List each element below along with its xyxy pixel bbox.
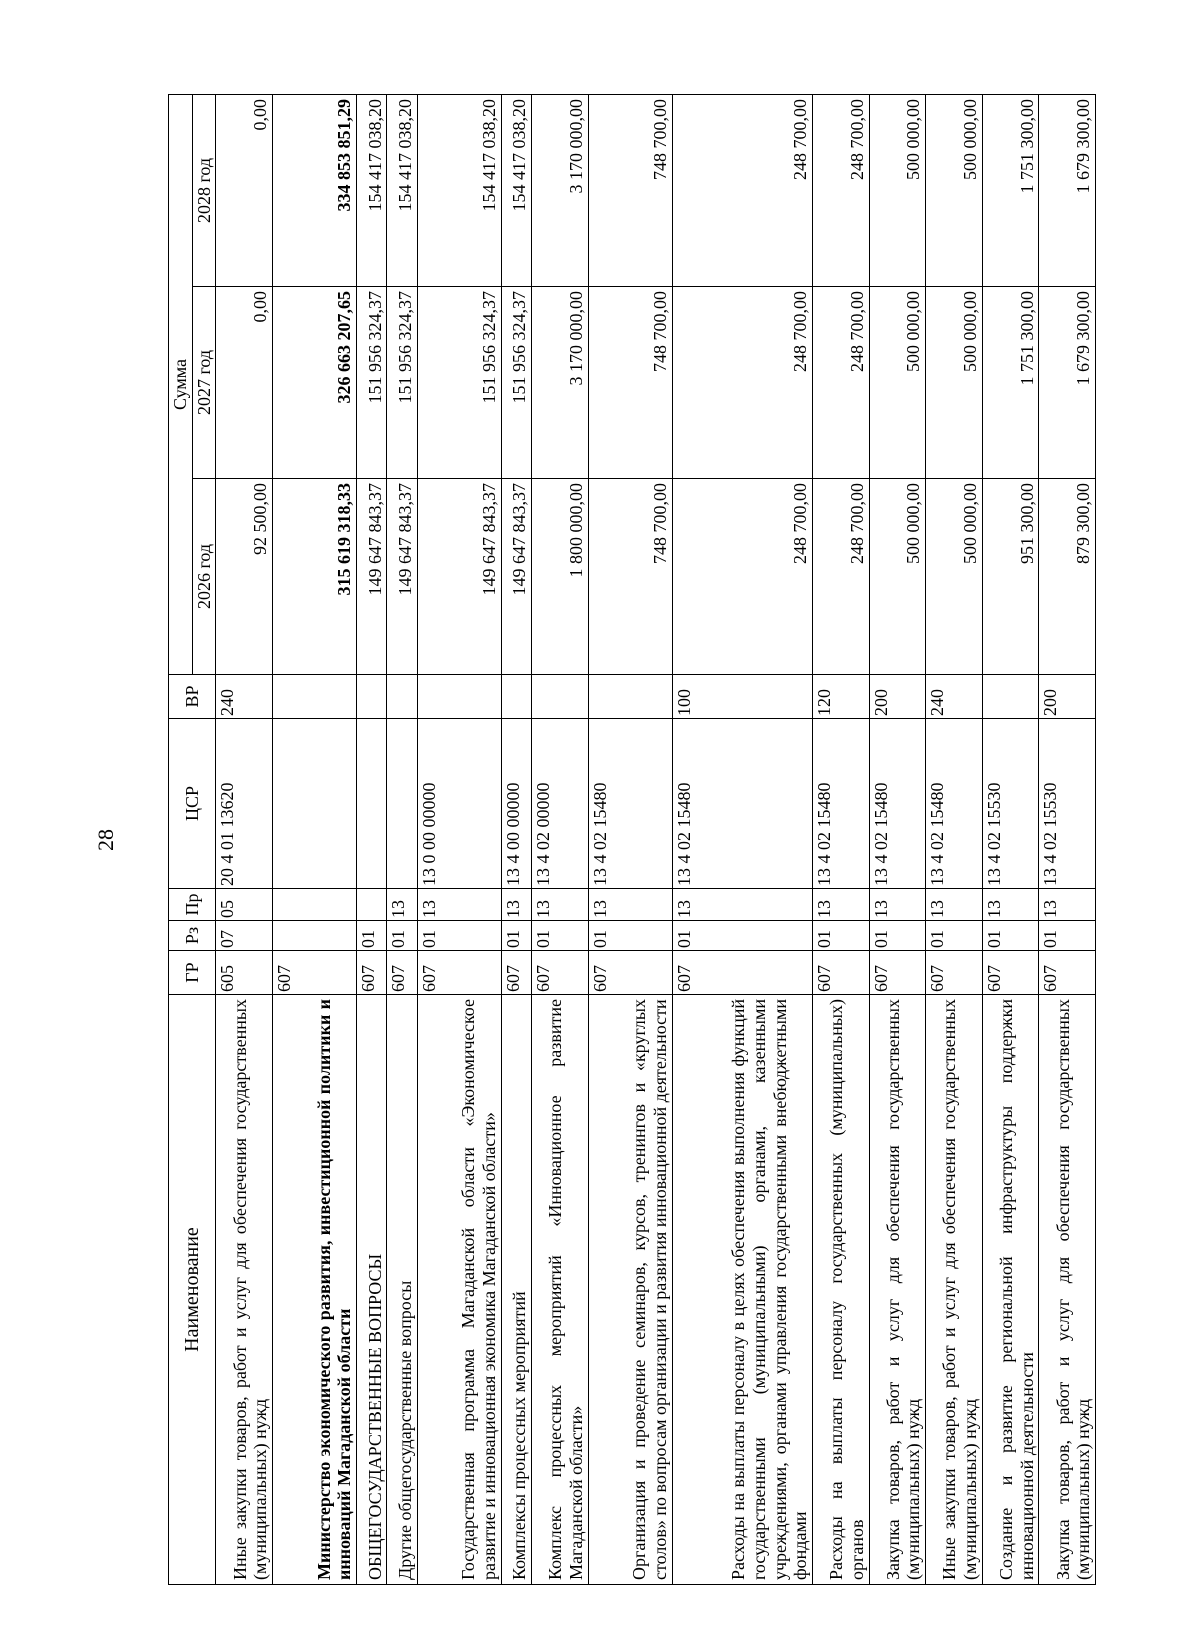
row-csr: 13 4 00 00000 [501,719,531,889]
row-pr: 13 [588,889,672,921]
table-row [982,94,1039,1584]
row-2028: 248 700,00 [672,94,812,286]
header-rz: Рз [169,921,216,951]
row-2026: 149 647 843,37 [501,479,531,675]
row-2026: 248 700,00 [812,479,869,675]
row-pr: 13 [417,889,501,921]
row-2027: 326 663 207,65 [272,287,356,479]
row-2028: 500 000,00 [869,94,926,286]
row-pr: 13 [926,889,983,921]
row-2027: 248 700,00 [672,287,812,479]
row-gr: 607 [1039,951,1096,995]
row-vr: 120 [812,675,869,719]
row-name: Создание и развитие региональной инфраструктуры поддержки инновационной деятельности [982,995,1039,1585]
row-rz: 01 [501,921,531,951]
row-csr: 13 4 02 15480 [812,719,869,889]
row-gr: 607 [926,951,983,995]
row-2026: 748 700,00 [588,479,672,675]
row-pr: 05 [216,889,273,921]
row-vr: 200 [869,675,926,719]
row-2028: 154 417 038,20 [387,94,417,286]
row-vr [588,675,672,719]
row-csr: 13 4 02 15530 [982,719,1039,889]
row-rz: 01 [672,921,812,951]
row-csr: 13 4 02 15480 [588,719,672,889]
row-2028: 154 417 038,20 [357,94,387,286]
row-pr [357,889,387,921]
row-name: Расходы на выплаты персоналу государственных (муниципальных) органов [812,995,869,1585]
row-vr: 240 [926,675,983,719]
row-2026: 315 619 318,33 [272,479,356,675]
row-csr [387,719,417,889]
row-name: Расходы на выплаты персоналу в целях обеспечения выполнения функций государственными (муниципальными) органами, казенными учреждениями, органами управления государственными внебюджетными фондами [672,995,812,1585]
table-row [926,94,983,1584]
table-row [417,94,501,1584]
row-rz: 01 [869,921,926,951]
row-2026: 500 000,00 [869,479,926,675]
table-row [501,94,531,1584]
row-vr: 200 [1039,675,1096,719]
row-rz: 01 [926,921,983,951]
row-2028: 154 417 038,20 [501,94,531,286]
row-name: Иные закупки товаров, работ и услуг для обеспечения государственных (муниципальных) нужд [216,995,273,1585]
row-2026: 951 300,00 [982,479,1039,675]
row-2028: 248 700,00 [812,94,869,286]
row-rz: 01 [387,921,417,951]
row-2026: 149 647 843,37 [387,479,417,675]
table-row [1039,94,1096,1584]
row-pr: 13 [982,889,1039,921]
row-gr: 607 [531,951,588,995]
row-csr [357,719,387,889]
row-vr [357,675,387,719]
row-pr: 13 [387,889,417,921]
row-2027: 151 956 324,37 [501,287,531,479]
row-rz: 01 [357,921,387,951]
row-csr: 20 4 01 13620 [216,719,273,889]
row-2026: 92 500,00 [216,479,273,675]
row-2028: 3 170 000,00 [531,94,588,286]
row-pr: 13 [531,889,588,921]
header-csr: ЦСР [169,719,216,889]
row-2027: 500 000,00 [926,287,983,479]
row-2027: 1 751 300,00 [982,287,1039,479]
table-body [216,94,1096,1584]
header-sum: Сумма [169,94,193,674]
row-2027: 248 700,00 [812,287,869,479]
row-pr: 13 [869,889,926,921]
row-rz: 01 [812,921,869,951]
row-vr: 100 [672,675,812,719]
table-row [672,94,812,1584]
row-gr: 607 [869,951,926,995]
row-2027: 1 679 300,00 [1039,287,1096,479]
row-name: Государственная программа Магаданской области «Экономическое развитие и инновационная экономика Магаданской области» [417,995,501,1585]
row-2028: 1 751 300,00 [982,94,1039,286]
row-2027: 748 700,00 [588,287,672,479]
row-csr: 13 4 02 00000 [531,719,588,889]
row-gr: 607 [501,951,531,995]
row-rz: 01 [982,921,1039,951]
row-2026: 1 800 000,00 [531,479,588,675]
rotated-table-container [168,95,1096,1585]
row-rz: 01 [588,921,672,951]
table-row [812,94,869,1584]
row-gr: 607 [672,951,812,995]
row-2027: 151 956 324,37 [357,287,387,479]
table-row [216,94,273,1584]
budget-table [168,94,1096,1585]
row-csr: 13 4 02 15480 [672,719,812,889]
table-row [357,94,387,1584]
page-number: 28 [93,829,118,851]
row-rz: 07 [216,921,273,951]
row-pr [272,889,356,921]
row-csr: 13 4 02 15480 [926,719,983,889]
row-2026: 879 300,00 [1039,479,1096,675]
row-2027: 500 000,00 [869,287,926,479]
row-2026: 149 647 843,37 [357,479,387,675]
row-vr [982,675,1039,719]
row-pr: 13 [812,889,869,921]
row-name: Закупка товаров, работ и услуг для обеспечения государственных (муниципальных) нужд [869,995,926,1585]
row-2028: 334 853 851,29 [272,94,356,286]
row-pr: 13 [672,889,812,921]
row-gr: 607 [812,951,869,995]
row-name: Закупка товаров, работ и услуг для обеспечения государственных (муниципальных) нужд [1039,995,1096,1585]
row-2026: 149 647 843,37 [417,479,501,675]
row-name: Министерство экономического развития, инвестиционной политики и инноваций Магаданской области [272,995,356,1585]
table-row [588,94,672,1584]
header-gr: ГР [169,951,216,995]
row-2026: 248 700,00 [672,479,812,675]
row-gr: 607 [982,951,1039,995]
header-vr: ВР [169,675,216,719]
row-2026: 500 000,00 [926,479,983,675]
header-name: Наименование [169,995,216,1585]
header-2028: 2028 год [192,94,216,286]
row-name: Другие общегосударственные вопросы [387,995,417,1585]
row-csr: 13 4 02 15530 [1039,719,1096,889]
row-rz: 01 [417,921,501,951]
row-csr: 13 0 00 00000 [417,719,501,889]
row-2028: 0,00 [216,94,273,286]
row-2028: 1 679 300,00 [1039,94,1096,286]
row-2027: 0,00 [216,287,273,479]
row-name: Комплекс процессных мероприятий «Инновационное развитие Магаданской области» [531,995,588,1585]
row-rz [272,921,356,951]
table-row [869,94,926,1584]
row-csr: 13 4 02 15480 [869,719,926,889]
table-row [531,94,588,1584]
row-pr: 13 [501,889,531,921]
row-2027: 151 956 324,37 [387,287,417,479]
row-vr [417,675,501,719]
row-2028: 500 000,00 [926,94,983,286]
row-rz: 01 [1039,921,1096,951]
row-gr: 607 [588,951,672,995]
row-pr: 13 [1039,889,1096,921]
row-2027: 151 956 324,37 [417,287,501,479]
row-gr: 605 [216,951,273,995]
row-2028: 748 700,00 [588,94,672,286]
header-2027: 2027 год [192,287,216,479]
row-vr [501,675,531,719]
row-name: Комплексы процессных мероприятий [501,995,531,1585]
table-row [387,94,417,1584]
header-pr: Пр [169,889,216,921]
row-gr: 607 [417,951,501,995]
row-name: Иные закупки товаров, работ и услуг для обеспечения государственных (муниципальных) нужд [926,995,983,1585]
row-name: ОБЩЕГОСУДАРСТВЕННЫЕ ВОПРОСЫ [357,995,387,1585]
row-2027: 3 170 000,00 [531,287,588,479]
row-2028: 154 417 038,20 [417,94,501,286]
table-row [272,94,356,1584]
header-2026: 2026 год [192,479,216,675]
row-rz: 01 [531,921,588,951]
row-vr [387,675,417,719]
row-csr [272,719,356,889]
row-gr: 607 [357,951,387,995]
row-gr: 607 [272,951,356,995]
row-vr: 240 [216,675,273,719]
row-vr [531,675,588,719]
row-name: Организация и проведение семинаров, курсов, тренингов и «круглых столов» по вопросам организации и развития инновационной деятельности [588,995,672,1585]
row-vr [272,675,356,719]
row-gr: 607 [387,951,417,995]
